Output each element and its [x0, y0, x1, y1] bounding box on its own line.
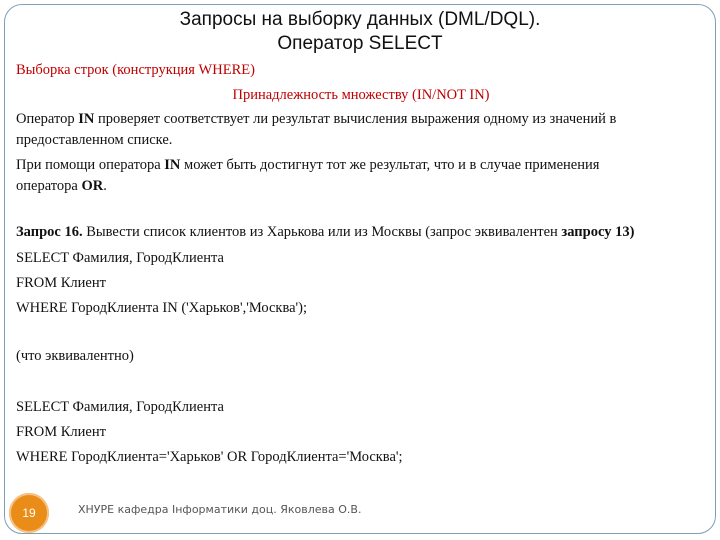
paragraph-in-pre: Оператор — [16, 111, 79, 127]
paragraph-in-or — [16, 155, 706, 197]
paragraph-in-operator — [16, 109, 706, 151]
query-description — [16, 222, 706, 243]
query-text: Вывести список клиентов из Харькова или из Москвы (запрос эквивалентен — [82, 224, 562, 240]
paragraph-or-line2-pre: оператора — [16, 178, 82, 194]
page-number: 19 — [22, 506, 36, 520]
equivalent-note: (что эквивалентно) — [16, 348, 134, 364]
subheading: Принадлежность множеству (IN/NOT IN) — [232, 87, 490, 103]
sql-block-or — [16, 395, 706, 470]
paragraph-in-post: проверяет соответствует ли результат вычисления выражения одному из значений в — [94, 111, 617, 127]
paragraph-in-line-1 — [16, 109, 706, 130]
keyword-or: OR — [81, 178, 104, 194]
sql-block-in — [16, 246, 706, 321]
sql-line: WHERE ГородКлиента IN ('Харьков','Москва'); — [16, 300, 307, 316]
paragraph-or-pre: При помощи оператора — [16, 157, 165, 173]
keyword-in-2: IN — [164, 157, 181, 173]
paragraph-or-line2-post: . — [103, 178, 107, 194]
title-line-1: Запросы на выборку данных (DML/DQL). — [179, 9, 541, 30]
query-reference: запросу 13) — [561, 224, 635, 240]
section-heading: Выборка строк (конструкция WHERE) — [16, 62, 255, 78]
sql-line: FROM Клиент — [16, 275, 106, 291]
query-label: Запрос 16. — [16, 224, 83, 240]
sql-line: FROM Клиент — [16, 424, 106, 440]
paragraph-or-line-1 — [16, 155, 706, 176]
sql-line: WHERE ГородКлиента='Харьков' OR ГородКлиента='Москва'; — [16, 449, 403, 465]
sql-line: SELECT Фамилия, ГородКлиента — [16, 250, 224, 266]
footer-text: ХНУРЕ кафедра Інформатики доц. Яковлева О.В. — [78, 503, 362, 516]
paragraph-or-line-2 — [16, 176, 706, 197]
paragraph-in-line-2: предоставленном списке. — [16, 132, 173, 148]
sql-line: SELECT Фамилия, ГородКлиента — [16, 399, 224, 415]
page-number-badge — [9, 493, 49, 533]
slide-title — [0, 8, 720, 56]
paragraph-or-post: может быть достигнут тот же результат, что и в случае применения — [180, 157, 600, 173]
keyword-in: IN — [78, 111, 95, 127]
title-line-2: Оператор SELECT — [277, 33, 443, 54]
